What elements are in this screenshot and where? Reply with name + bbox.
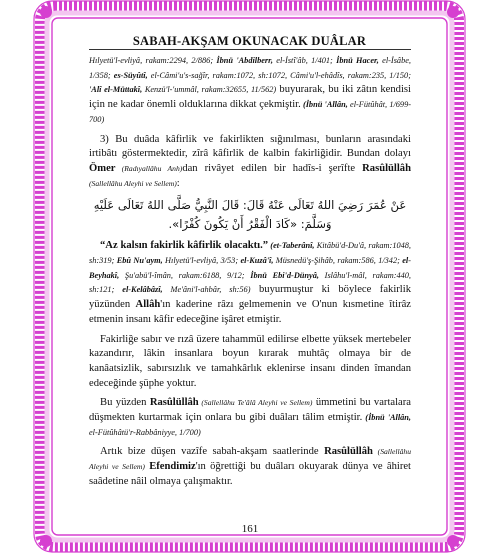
page-body	[89, 54, 411, 495]
running-header: SABAH-AKŞAM OKUNACAK DUÂLAR	[132, 34, 367, 48]
paragraph-1: Hılyetü'l-evliyâ, rakam:2294, 2/886; İbnü 'Abdilberr, el-İstî'âb, 1/401; İbnü Hacer, el-İsâbe, 1/358; es-Süyûtî, el-Câmi'u's-sağîr, rakam:1072, sh:1072, Câmi'u'l-ehâdîs, rakam:235, 1/150; 'Alî el-Müttakî, Kenzü'l-'ummâl, rakam:32655, 11/562) buyurarak, bu iki zâtın kendisi için ne kadar önemli olduklarına dikkat çekmiştir. (İbnü 'Allân, el-Fütûhât, 1/699-700)	[89, 56, 411, 124]
header-rule	[89, 49, 411, 50]
paragraph-3: “Az kalsın fakirlik kâfirlik olacaktı.” (et-Taberânî, Kitâbü'd-Du'â, rakam:1048, sh:319; Ebû Nu'aym, Hılyetü'l-evliyâ, 3/53; el-Kuzâ'î, Müsnedü'ş-Şihâb, rakam:586, 1/342; el-Beyhakî, Şu'abü'l-îmân, rakam:6188, 9/12; İbnü Ebi'd-Dünyâ, Islâhu'l-mâl, rakam:440, sh:121; el-Kelâbâzî, Me'âni'l-ahbâr, sh:56) buyurmuştur ki böylece fakirlik yüzünden Allâh'ın kaderine râzı gelmemenin ve O'nun kısmetine îtirâz etmenin insanı kâfir edeceğine işâret etmiştir.	[89, 240, 411, 325]
paragraph-6: Artık bize düşen vazîfe sabah-akşam saatlerinde Rasûlüllâh (Sallellâhu Aleyhi ve Sellem) Efendimiz'ın öğrettiği bu duâları okuyarak dünya ve âhiret saâdetine nâil olmaya çalışmaktır.	[89, 446, 411, 487]
page-number: 161	[241, 523, 259, 535]
paragraph-2: 3) Bu duâda kâfirlik ve fakirlikten sığınılması, bunların arasındaki irtibâtı göstermektedir, zîrâ kâfirlik de kalbin fakirliğidir. Bundan dolayı Ömer (Radıyallâhu Anh)dan rivâyet edilen bir hadîs-i şerîfte Rasûlüllâh (Sallellâhu Aleyhi ve Sellem):	[89, 133, 411, 189]
arabic-line-2: وَسَلَّمَ: «كَادَ الْفَقْرُ أَنْ يَكُونَ كُفْرًا».	[168, 217, 332, 232]
corner-ornament-tr	[447, 6, 459, 18]
corner-ornament-bl	[40, 535, 52, 547]
arabic-hadith	[89, 196, 411, 234]
corner-ornament-br	[447, 535, 459, 547]
corner-ornament-tl	[40, 6, 52, 18]
paragraph-5: Bu yüzden Rasûlüllâh (Sallellâhu Te'âlâ Aleyhi ve Sellem) ümmetini bu vartalara düşmekten kurtarmak için onlara bu gibi duâları tâlim etmiştir. (İbnü 'Allân, el-Fütûhâtü'r-Rabbâniyye, 1/700)	[89, 397, 411, 437]
paragraph-4: Fakirliğe sabır ve rızâ üzere tahammül edilirse elbette yüksek mertebeler kazandırır, lâkin insanlara boyun kırarak muhtâç olmaya bir de kanâatsizlik, sabırsızlık ve tamahkârlık eklenirse insanı dinden îmandan edeceğinde şüphe yoktur.	[89, 333, 411, 389]
arabic-line-1: عَنْ عُمَرَ رَضِيَ اللهُ تَعَالَى عَنْهُ قَالَ: قَالَ النَّبِيُّ صَلَّى اللهُ تَعَالَى عَلَيْهِ	[93, 198, 407, 213]
